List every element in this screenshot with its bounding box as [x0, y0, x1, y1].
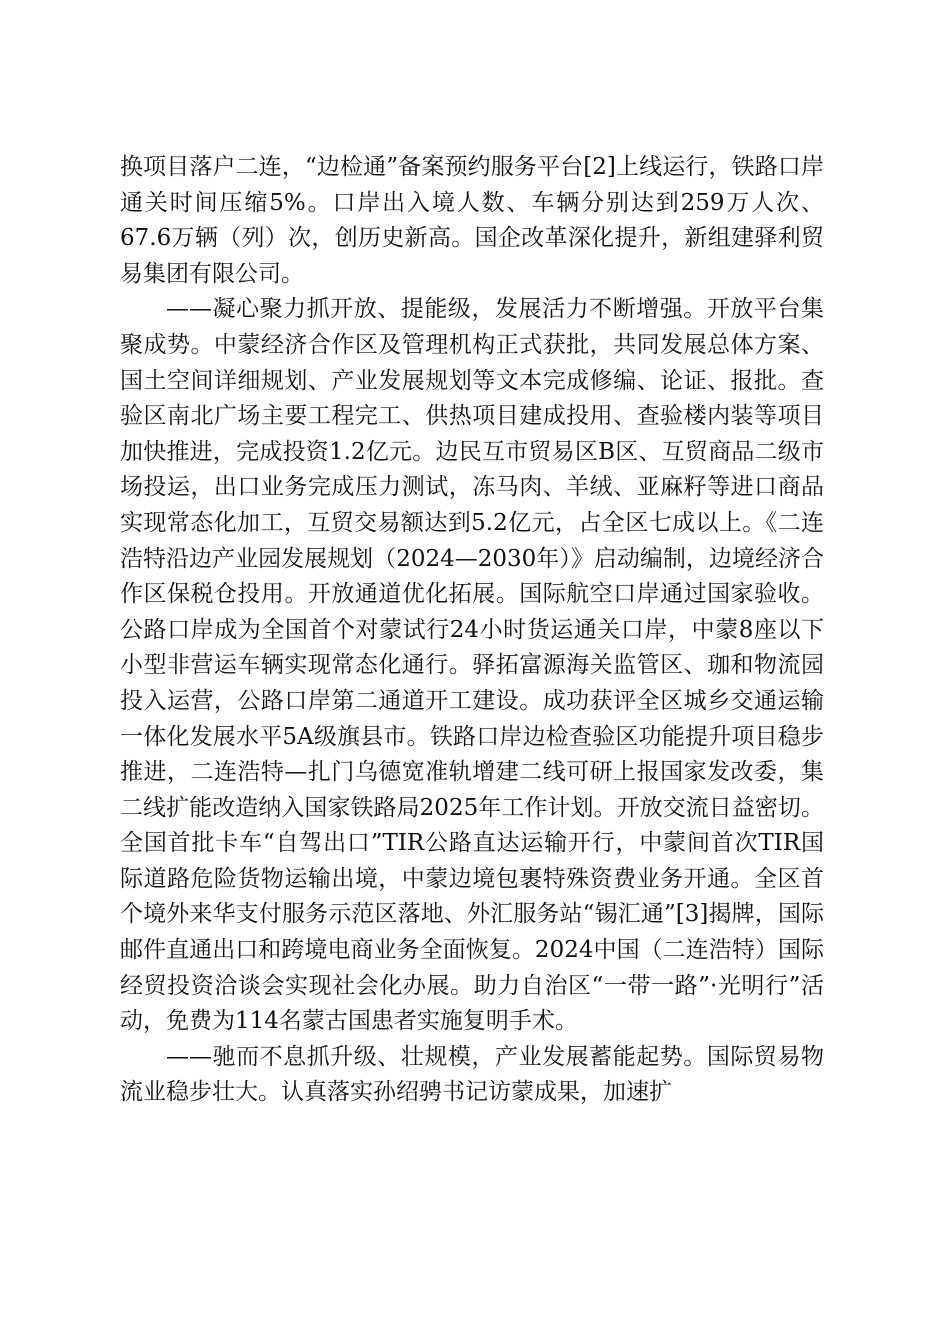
paragraph-industry-upgrade: ——驰而不息抓升级、壮规模，产业发展蓄能起势。国际贸易物流业稳步壮大。认真落实孙绍骋书记访蒙成果，加速扩	[120, 1043, 824, 1106]
paragraph-opening-up: ——凝心聚力抓开放、提能级，发展活力不断增强。开放平台集聚成势。中蒙经济合作区及管理机构正式获批，共同发展总体方案、国土空间详细规划、产业发展规划等文本完成修编、论证、报批。查验区南北广场主要工程完工、供热项目建成投用、查验楼内装等项目加快推进，完成投资1.2亿元。边民互市贸易区B区、互贸商品二级市场投运，出口业务完成压力测试，冻马肉、羊绒、亚麻籽等进口商品实现常态化加工，互贸交易额达到5.2亿元，占全区七成以上。《二连浩特沿边产业园发展规划（2024—2030年）》启动编制，边境经济合作区保税仓投用。开放通道优化拓展。国际航空口岸通过国家验收。公路口岸成为全国首个对蒙试行24小时货运通关口岸，中蒙8座以下小型非营运车辆实现常态化通行。驿拓富源海关监管区、珈和物流园投入运营，公路口岸第二通道开工建设。成功获评全区城乡交通运输一体化发展水平5A级旗县市。铁路口岸边检查验区功能提升项目稳步推进，二连浩特—扎门乌德宽准轨增建二线可研上报国家发改委，集二线扩能改造纳入国家铁路局2025年工作计划。开放交流日益密切。全国首批卡车“自驾出口”TIR公路直达运输开行，中蒙间首次TIR国际道路危险货物运输出境，中蒙边境包裹特殊资费业务开通。全区首个境外来华支付服务示范区落地、外汇服务站“锡汇通”[3]揭牌，国际邮件直通出口和跨境电商业务全面恢复。2024中国（二连浩特）国际经贸投资洽谈会实现社会化办展。助力自治区“一带一路”·光明行”活动，免费为114名蒙古国患者实施复明手术。	[120, 296, 824, 1035]
paragraph-port-clearance: 换项目落户二连，“边检通”备案预约服务平台[2]上线运行，铁路口岸通关时间压缩5%。口岸出入境人数、车辆分别达到259万人次、67.6万辆（列）次，创历史新高。国企改革深化提升，新组建驿利贸易集团有限公司。	[120, 154, 824, 287]
document-body	[120, 150, 824, 1111]
